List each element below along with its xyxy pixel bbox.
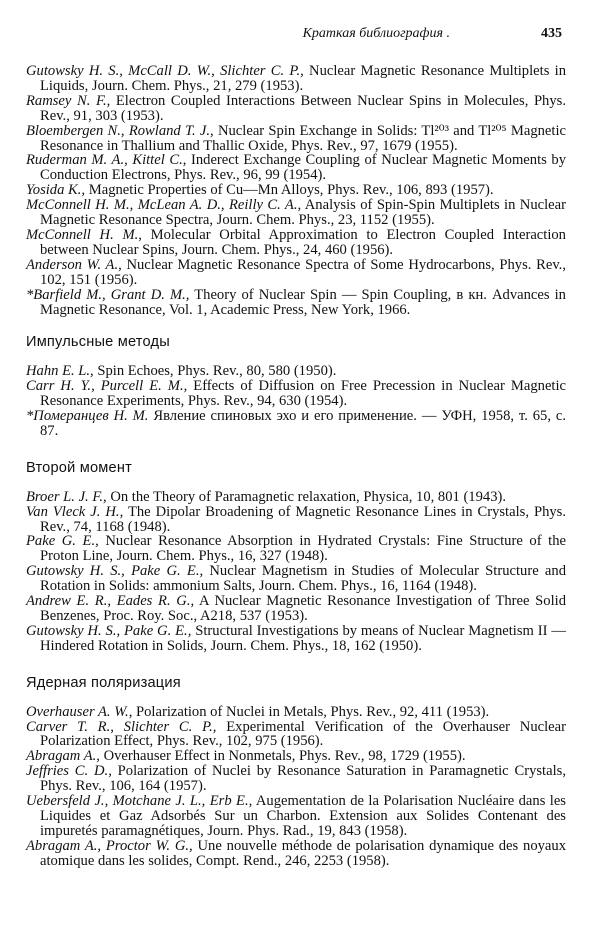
reference-entry [26,564,566,594]
reference-authors: Jeffries C. D., [26,763,112,780]
reference-text: Nuclear Magnetic Resonance Spectra of Some Hydrocarbons, Phys. Rev., 102, 151 (1956). [40,256,566,288]
reference-entry [26,64,566,94]
reference-text: Experimental Verification of the Overhauser Nuclear Polarization Effect, Phys. Rev., 102, 975 (1956). [40,718,566,750]
reference-entry [26,183,566,198]
reference-text: A Nuclear Magnetic Resonance Investigation of Three Solid Benzenes, Proc. Roy. Soc., A218, 537 (1953). [40,593,567,624]
bibliography-section [26,676,566,869]
section-heading: Второй момент [26,459,132,476]
reference-text: Nuclear Resonance Absorption in Hydrated Crystals: Fine Structure of the Proton Line, Journ. Chem. Phys., 16, 327 (1948). [40,533,566,565]
reference-authors: Ruderman M. A., Kittel C., [26,152,187,169]
reference-entry [26,490,566,505]
reference-authors: Ramsey N. F., [26,92,111,109]
reference-authors: Van Vleck J. H., [26,503,124,520]
reference-text: Une nouvelle méthode de polarisation dynamique des noyaux atomique dans les solides, Compt. Rend., 246, 2253 (1958). [40,837,566,869]
reference-entry [26,153,566,183]
reference-entry [26,764,566,794]
reference-text: Inderect Exchange Coupling of Nuclear Magnetic Moments by Conduction Electrons, Phys. Rev., 96, 99 (1954). [40,152,567,184]
running-title: Краткая библиография . [302,26,450,41]
reference-entry [26,720,566,750]
reference-text: Augementation de la Polarisation Nucléaire dans les Liquides et Gaz Adsorbés Sur un Charbon. Extension aux Solides Contenant des impuretés paramagnétiques, Journ. Phys. Rad., 19, 843 (1958). [40,793,566,839]
reference-text: Analysis of Spin-Spin Multiplets in Nuclear Magnetic Resonance Spectra, Journ. Chem. Phys., 23, 1152 (1955). [40,197,566,229]
reference-text: Polarization of Nuclei by Resonance Saturation in Paramagnetic Crystals, Phys. Rev., 106, 164 (1957). [40,763,566,795]
reference-text: Theory of Nuclear Spin — Spin Coupling, в кн. Advances in Magnetic Resonance, Vol. 1, Academic Press, New York, 1966. [40,286,566,318]
section-heading: Ядерная поляризация [26,674,181,691]
reference-text: Structural Investigations by means of Nuclear Magnetism II — Hindered Rotation in Solids, Journ. Chem. Phys., 18, 162 (1950). [40,622,566,654]
reference-authors: *Померанцев Н. М. [26,408,149,425]
reference-entry [26,839,566,869]
reference-authors: Carver T. R., Slichter C. P., [26,718,217,735]
reference-authors: Bloembergen N., Rowland T. J., [26,122,214,139]
reference-entry [26,228,566,258]
reference-authors: *Barfield M., Grant D. M., [26,286,190,303]
reference-entry [26,624,566,654]
reference-entry [26,379,566,409]
reference-text: Nuclear Magnetic Resonance Multiplets in Liquids, Journ. Chem. Phys., 21, 279 (1953). [40,63,566,94]
reference-entry [26,705,566,720]
reference-entry [26,198,566,228]
reference-text: Spin Echoes, Phys. Rev., 80, 580 (1950). [93,363,337,380]
reference-entry [26,749,566,764]
page-number: 435 [541,26,562,41]
reference-entry [26,794,566,839]
reference-authors: McConnell H. M., McLean A. D., Reilly C. A., [26,197,302,214]
bibliography-section [26,461,566,654]
bibliography [26,64,566,869]
bibliography-section [26,335,566,438]
reference-text: The Dipolar Broadening of Magnetic Resonance Lines in Crystals, Phys. Rev., 74, 1168 (1948). [40,503,567,535]
reference-authors: Abragam A., [26,748,100,765]
reference-text: Явление спиновых эхо и его применение. — УФН, 1958, т. 65, с. 87. [40,408,567,439]
reference-authors: Andrew E. R., Eades R. G., [26,593,195,610]
reference-text: Nuclear Spin Exchange in Solids: Tl²⁰³ and Tl²⁰⁵ Magnetic Resonance in Thallium and Thallic Oxide, Phys. Rev., 97, 1679 (1955). [40,122,566,154]
section-heading: Импульсные методы [26,334,170,351]
reference-entry [26,364,566,379]
reference-entry [26,594,566,624]
reference-authors: Yosida K., [26,182,86,199]
reference-authors: Gutowsky H. S., Pake G. E., [26,622,192,639]
bibliography-section [26,64,566,317]
reference-text: Effects of Diffusion on Free Precession in Nuclear Magnetic Resonance Experiments, Phys. Rev., 94, 630 (1954). [40,378,567,410]
reference-authors: Hahn E. L., [26,363,94,380]
reference-text: Nuclear Magnetism in Studies of Molecular Structure and Rotation in Solids: ammonium Salts, Journ. Chem. Phys., 16, 1164 (1948). [40,563,566,595]
reference-text: Overhauser Effect in Nonmetals, Phys. Rev., 98, 1729 (1955). [99,748,466,765]
reference-authors: Abragam A., Proctor W. G., [26,837,193,854]
reference-text: On the Theory of Paramagnetic relaxation, Physica, 10, 801 (1943). [106,488,507,505]
reference-authors: Uebersfeld J., Motchane J. L., Erb E., [26,793,253,810]
reference-entry [26,505,566,535]
reference-authors: Gutowsky H. S., Pake G. E., [26,563,204,580]
reference-entry [26,94,566,124]
reference-text: Magnetic Properties of Cu—Mn Alloys, Phys. Rev., 106, 893 (1957). [85,182,494,199]
reference-authors: Anderson W. A., [26,256,122,273]
reference-authors: Pake G. E., [26,533,99,550]
reference-authors: McConnell H. M., [26,226,142,243]
reference-text: Molecular Orbital Approximation to Electron Coupled Interaction between Nuclear Spins, Journ. Chem. Phys., 24, 460 (1956). [40,226,566,258]
reference-entry [26,258,566,288]
reference-authors: Gutowsky H. S., McCall D. W., Slichter C. P., [26,63,304,79]
reference-text: Polarization of Nuclei in Metals, Phys. Rev., 92, 411 (1953). [132,703,490,720]
reference-entry [26,409,566,439]
reference-authors: Overhauser A. W., [26,703,133,720]
reference-authors: Broer L. J. F., [26,488,107,505]
running-head [0,26,600,46]
reference-entry [26,124,566,154]
reference-text: Electron Coupled Interactions Between Nuclear Spins in Molecules, Phys. Rev., 91, 303 (1953). [40,92,566,124]
reference-entry [26,534,566,564]
reference-authors: Carr H. Y., Purcell E. M., [26,378,188,395]
reference-entry [26,288,566,318]
